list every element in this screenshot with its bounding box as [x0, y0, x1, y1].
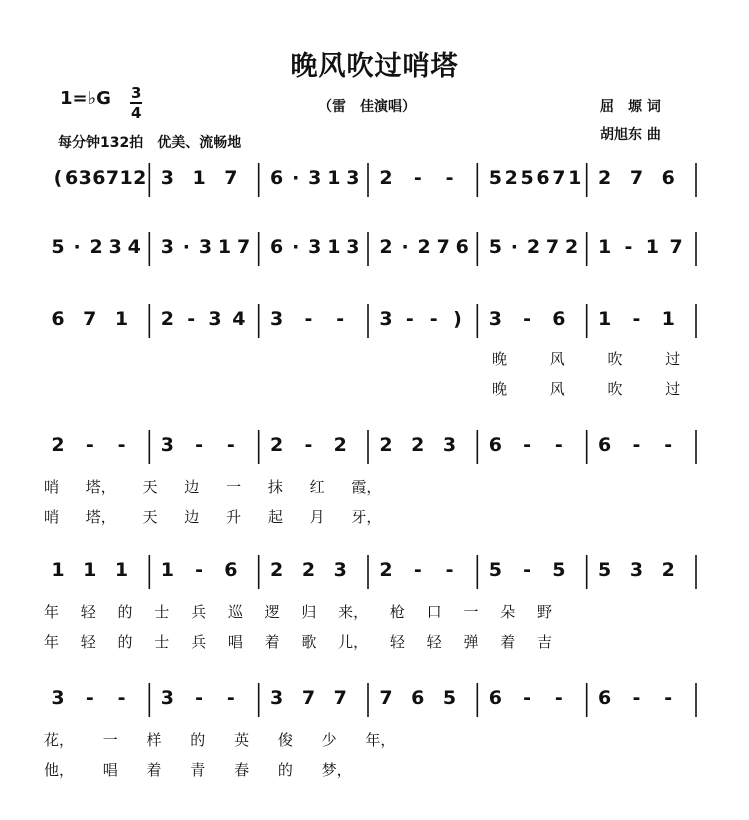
note-digit: 1 [114, 308, 129, 330]
notation-system-5 [0, 555, 749, 595]
note-digit: 5 [598, 559, 612, 581]
hold-dash: - [304, 308, 313, 330]
note-digit: 1 [661, 308, 675, 330]
lyrics-row-5-verse-1: 年 轻 的 士 兵 巡 逻 归 来， 枪 口 一 朵 野 [44, 603, 552, 621]
note-digit: 5 [488, 167, 502, 189]
note-digit: 2 [411, 434, 425, 456]
note-digit: 6 [92, 167, 106, 189]
hold-dash: - [429, 308, 438, 330]
note-digit: 1 [160, 559, 174, 581]
note-digit: 6 [661, 167, 675, 189]
note-digit: 7 [669, 236, 683, 258]
note-digit: 6 [536, 167, 550, 189]
hold-dash: - [413, 559, 422, 581]
notation-system-6 [0, 683, 749, 723]
note-digit: 5 [442, 687, 457, 709]
note-digit: 3 [51, 687, 65, 709]
note-digit: 2 [598, 167, 612, 189]
hold-dash: - [117, 687, 126, 709]
note-digit: 7 [224, 167, 238, 189]
note-digit: 6 [552, 308, 566, 330]
note-digit: 2 [160, 308, 174, 330]
note-digit: 2 [504, 167, 518, 189]
hold-dash: - [445, 167, 454, 189]
note-digit: 3 [160, 687, 174, 709]
note-digit: 3 [346, 167, 360, 189]
hold-dash: - [195, 687, 204, 709]
hold-dash: - [413, 167, 422, 189]
note-digit: 7 [301, 687, 316, 709]
dot-mark: · [73, 236, 81, 258]
hold-dash: - [632, 434, 641, 456]
note-digit: 1 [327, 236, 341, 258]
note-digit: 6 [224, 559, 238, 581]
note-digit: 3 [308, 167, 322, 189]
note-digit: 2 [379, 559, 393, 581]
note-digit: 7 [629, 167, 644, 189]
note-digit: 7 [105, 167, 120, 189]
dot-mark: · [292, 167, 300, 189]
note-digit: ) [453, 308, 462, 330]
note-digit: 2 [379, 434, 393, 456]
dot-mark: · [510, 236, 518, 258]
note-digit: 3 [160, 167, 174, 189]
note-digit: 1 [192, 167, 206, 189]
dot-mark: · [292, 236, 300, 258]
note-digit: 1 [598, 308, 612, 330]
time-signature [130, 84, 142, 122]
note-digit: 3 [208, 308, 222, 330]
note-digit: 1 [598, 236, 612, 258]
note-digit: 5 [520, 167, 534, 189]
note-digit: 5 [488, 559, 502, 581]
note-digit: 6 [64, 167, 79, 189]
hold-dash: - [632, 308, 641, 330]
note-digit: 6 [488, 687, 502, 709]
note-digit: 4 [127, 236, 141, 258]
note-digit: 2 [526, 236, 541, 258]
hold-dash: - [405, 308, 414, 330]
time-signature-bottom: 4 [131, 104, 142, 122]
note-digit: 1 [568, 167, 582, 189]
note-digit: 1 [51, 559, 65, 581]
note-digit: 2 [379, 167, 393, 189]
hold-dash: - [195, 434, 204, 456]
note-digit: 3 [270, 308, 284, 330]
composer-credit: 胡旭东 曲 [600, 127, 661, 143]
note-digit: 3 [308, 236, 322, 258]
time-signature-top: 3 [131, 84, 142, 102]
hold-dash: - [304, 434, 313, 456]
hold-dash: - [445, 559, 454, 581]
note-digit: 1 [327, 167, 341, 189]
note-digit: 2 [417, 236, 431, 258]
hold-dash: - [85, 687, 94, 709]
notation-system-1 [0, 163, 749, 203]
hold-dash: - [554, 687, 563, 709]
note-digit: 7 [236, 236, 251, 258]
note-digit: 6 [598, 687, 612, 709]
hold-dash: - [117, 434, 126, 456]
lyrics-row-5-verse-2: 年 轻 的 士 兵 唱 着 歌 儿， 轻 轻 弹 着 吉 [44, 633, 552, 651]
note-digit: 7 [83, 308, 97, 330]
note-digit: 6 [270, 236, 284, 258]
singer-credit: （雷 佳演唱） [318, 99, 416, 115]
note-digit: 6 [488, 434, 502, 456]
note-digit: 3 [488, 308, 502, 330]
hold-dash: - [523, 559, 532, 581]
hold-dash: - [226, 687, 235, 709]
hold-dash: - [187, 308, 196, 330]
note-digit: 2 [89, 236, 103, 258]
hold-dash: - [664, 687, 673, 709]
hold-dash: - [664, 434, 673, 456]
note-digit: ( [53, 167, 63, 189]
lyrics-row-6-verse-1: 花， 一 样 的 英 俊 少 年， [44, 731, 396, 749]
note-digit: 2 [51, 434, 65, 456]
note-digit: 7 [379, 687, 393, 709]
note-digit: 5 [488, 236, 502, 258]
note-digit: 7 [333, 687, 347, 709]
note-digit: 2 [270, 559, 284, 581]
hold-dash: - [554, 434, 563, 456]
notation-system-3 [0, 304, 749, 344]
hold-dash: - [523, 308, 532, 330]
hold-dash: - [195, 559, 204, 581]
notation-system-2 [0, 232, 749, 272]
note-digit: 1 [83, 559, 97, 581]
note-digit: 6 [411, 687, 425, 709]
note-digit: 2 [564, 236, 579, 258]
note-digit: 3 [629, 559, 644, 581]
note-digit: 2 [301, 559, 316, 581]
note-digit: 2 [379, 236, 393, 258]
hold-dash: - [523, 687, 532, 709]
note-digit: 2 [133, 167, 147, 189]
note-digit: 6 [598, 434, 612, 456]
key-signature: 1=♭G [60, 88, 111, 109]
hold-dash: - [336, 308, 345, 330]
note-digit: 3 [160, 434, 174, 456]
notation-system-4 [0, 430, 749, 470]
note-digit: 3 [270, 687, 284, 709]
hold-dash: - [632, 687, 641, 709]
note-digit: 6 [270, 167, 284, 189]
note-digit: 5 [552, 559, 566, 581]
note-digit: 7 [552, 167, 566, 189]
hold-dash: - [624, 236, 633, 258]
note-digit: 3 [160, 236, 174, 258]
note-digit: 7 [545, 236, 560, 258]
hold-dash: - [226, 434, 235, 456]
note-digit: 6 [455, 236, 469, 258]
lyrics-row-4-verse-2: 哨 塔， 天 边 升 起 月 牙， [44, 508, 382, 526]
note-digit: 3 [379, 308, 393, 330]
note-digit: 3 [346, 236, 360, 258]
lyricist-credit: 屈 塬 词 [600, 99, 661, 115]
note-digit: 5 [51, 236, 65, 258]
note-digit: 2 [270, 434, 284, 456]
note-digit: 7 [436, 236, 450, 258]
lyrics-row-3-verse-2: 晚 风 吹 过 [492, 380, 681, 398]
note-digit: 3 [442, 434, 457, 456]
note-digit: 6 [51, 308, 65, 330]
hold-dash: - [85, 434, 94, 456]
note-digit: 3 [333, 559, 347, 581]
lyrics-row-6-verse-2: 他， 唱 着 青 春 的 梦， [44, 761, 352, 779]
note-digit: 2 [333, 434, 347, 456]
note-digit: 3 [108, 236, 122, 258]
note-digit: 4 [232, 308, 246, 330]
note-digit: 3 [78, 167, 92, 189]
hold-dash: - [523, 434, 532, 456]
note-digit: 1 [114, 559, 129, 581]
note-digit: 1 [217, 236, 232, 258]
dot-mark: · [182, 236, 190, 258]
song-title: 晚风吹过哨塔 [290, 51, 459, 82]
lyrics-row-3-verse-1: 晚 风 吹 过 [492, 350, 681, 368]
note-digit: 3 [198, 236, 213, 258]
lyrics-row-4-verse-1: 哨 塔， 天 边 一 抹 红 霞， [44, 478, 382, 496]
dot-mark: · [401, 236, 409, 258]
note-digit: 2 [661, 559, 675, 581]
note-digit: 1 [645, 236, 659, 258]
note-digit: 1 [119, 167, 133, 189]
tempo-marking: 每分钟132拍 优美、流畅地 [58, 135, 242, 151]
